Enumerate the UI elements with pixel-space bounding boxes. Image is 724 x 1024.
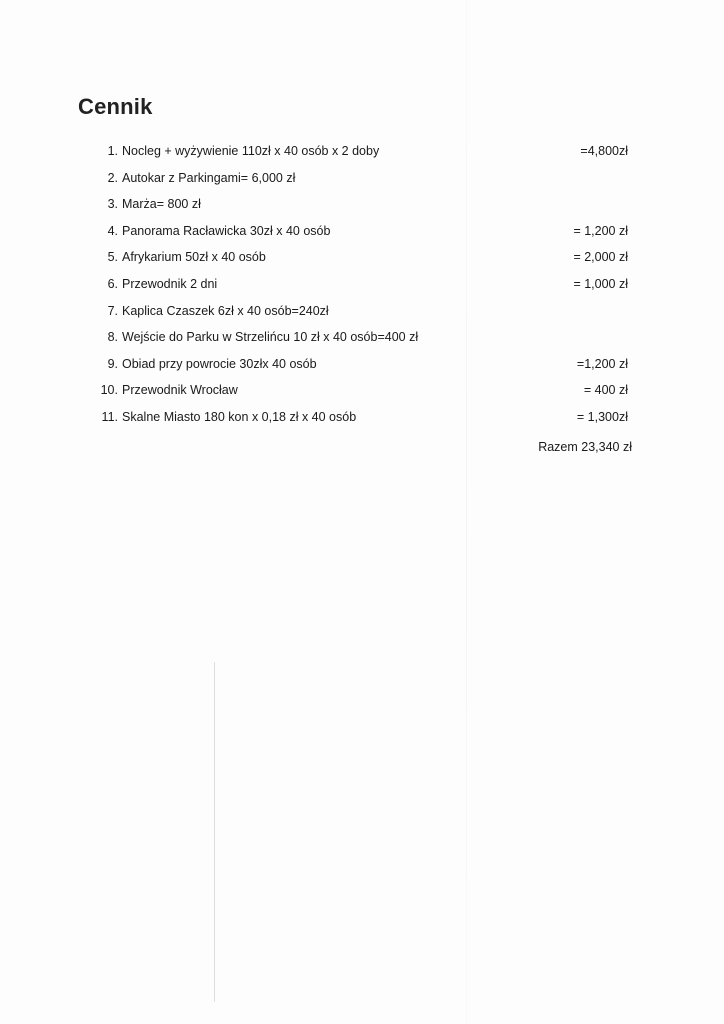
item-number: 2.: [107, 170, 118, 185]
item-number: 5.: [107, 250, 118, 265]
item-amount: = 1,300zł: [576, 409, 628, 424]
item-number: 6.: [107, 276, 118, 291]
list-item: [0, 327, 724, 354]
item-number: 7.: [107, 303, 118, 318]
item-description: Przewodnik Wrocław: [122, 383, 238, 398]
item-number: 4.: [107, 223, 118, 238]
item-description: Marża= 800 zł: [122, 197, 201, 212]
list-item: [0, 354, 724, 381]
item-number: 1.: [107, 144, 118, 158]
item-description: Wejście do Parku w Strzelińcu 10 zł x 40 osób=400 zł: [122, 330, 419, 345]
item-description: Autokar z Parkingami= 6,000 zł: [122, 170, 296, 185]
item-description: Nocleg + wyżywienie 110zł x 40 osób x 2 doby: [122, 144, 380, 158]
price-list: [0, 141, 724, 434]
list-item: [0, 301, 724, 328]
item-amount: = 1,200 zł: [573, 223, 628, 238]
list-item: [0, 274, 724, 301]
item-amount: =1,200 zł: [576, 356, 628, 371]
item-description: Kaplica Czaszek 6zł x 40 osób=240zł: [122, 303, 329, 318]
item-description: Panorama Racławicka 30zł x 40 osób: [122, 223, 331, 238]
total-amount: Razem 23,340 zł: [538, 440, 632, 454]
list-item: [0, 247, 724, 274]
item-description: Obiad przy powrocie 30złx 40 osób: [122, 356, 317, 371]
item-amount: = 2,000 zł: [573, 250, 628, 265]
item-description: Skalne Miasto 180 kon x 0,18 zł x 40 osób: [122, 409, 357, 424]
item-description: Przewodnik 2 dni: [122, 276, 218, 291]
list-item: [0, 141, 724, 168]
list-item: [0, 194, 724, 221]
list-item: [0, 168, 724, 195]
document-title: Cennik: [78, 94, 153, 119]
item-description: Afrykarium 50zł x 40 osób: [122, 250, 266, 265]
list-item: [0, 380, 724, 407]
item-number: 3.: [107, 197, 118, 212]
scan-mark-line: [214, 662, 215, 1002]
list-item: [0, 221, 724, 248]
item-number: 10.: [100, 383, 118, 398]
item-number: 11.: [101, 409, 118, 424]
item-number: 8.: [107, 330, 118, 345]
item-amount: = 400 zł: [583, 383, 628, 398]
item-amount: = 1,000 zł: [573, 276, 628, 291]
item-number: 9.: [107, 356, 118, 371]
item-amount: =4,800zł: [580, 144, 628, 158]
list-item: [0, 407, 724, 434]
